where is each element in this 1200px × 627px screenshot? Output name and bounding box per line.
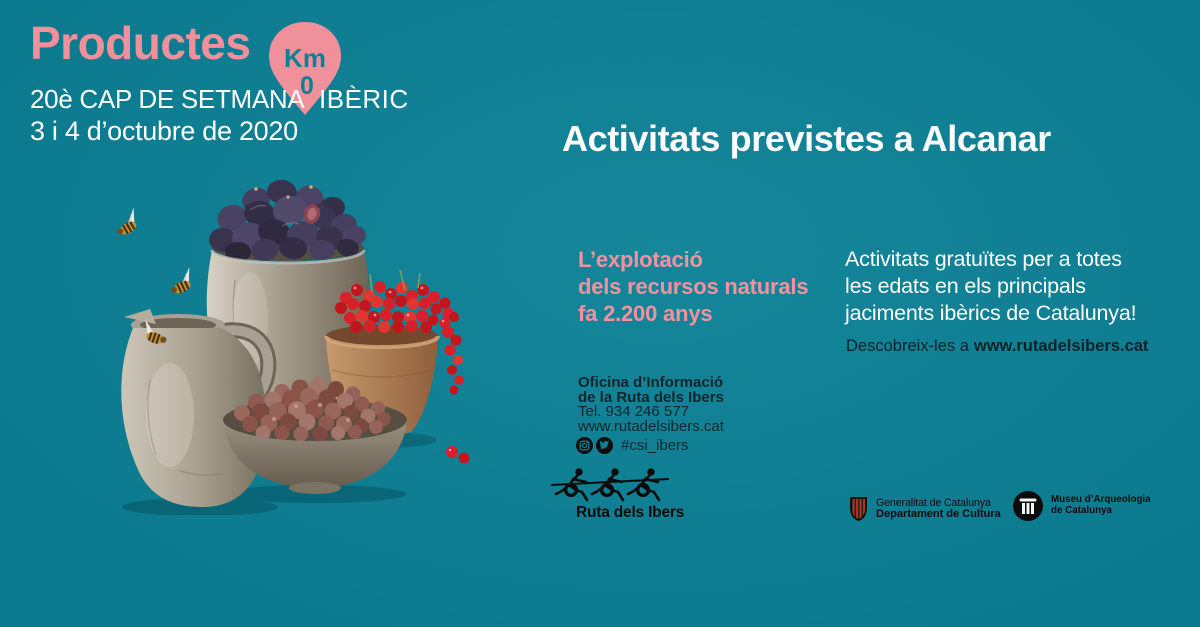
cta-prefix: Descobreix-les a [846, 337, 969, 355]
museu-logo [1012, 490, 1151, 522]
activities-line: les edats en els principals [845, 274, 1086, 298]
ruta-ibers-runners-icon [551, 466, 669, 508]
highlight-text [578, 246, 808, 327]
office-name-line2: de la Ruta dels Ibers [578, 388, 724, 406]
generalitat-line1: Generalitat de Catalunya [876, 496, 991, 509]
figs [208, 178, 368, 264]
loose-currants [446, 446, 470, 464]
museum-column-icon [1012, 490, 1044, 522]
office-website[interactable]: www.rutadelsibers.cat [578, 417, 724, 435]
event-subtitle: 20è CAP DE SETMANA [30, 84, 305, 114]
office-phone: Tel. 934 246 577 [578, 403, 689, 421]
highlight-line: L’explotació [578, 247, 703, 272]
bee-icon [110, 208, 143, 239]
hanging-currants [442, 326, 464, 395]
bee-icon [165, 267, 198, 297]
ruta-ibers-label: Ruta dels Ibers [576, 504, 685, 521]
highlight-line: dels recursos naturals [578, 274, 809, 299]
page-title: Activitats previstes a Alcanar [562, 118, 1051, 159]
activities-line: jaciments ibèrics de Catalunya! [845, 301, 1137, 325]
event-date: 3 i 4 d’octubre de 2020 [30, 116, 298, 146]
highlight-line: fa 2.200 anys [578, 301, 713, 326]
pin-zero-label: 0 [300, 72, 314, 100]
generalitat-logo [848, 496, 1001, 522]
still-life-photo [60, 170, 510, 515]
brand-title: Productes [30, 17, 251, 69]
museu-line2: de Catalunya [1051, 505, 1112, 516]
social-row [576, 436, 689, 454]
cta-url[interactable]: www.rutadelsibers.cat [973, 337, 1149, 355]
pin-km-label: Km [284, 43, 326, 73]
senyera-shield-icon [848, 496, 869, 522]
twitter-icon[interactable] [596, 437, 613, 454]
office-name-line1: Oficina d’Informació [578, 374, 724, 391]
generalitat-text [876, 498, 1001, 521]
activities-text [845, 246, 1136, 327]
generalitat-line2: Departament de Cultura [876, 508, 1001, 520]
cta-line [846, 337, 1148, 356]
hashtag-label[interactable]: #csi_ibers [621, 436, 689, 454]
museu-line1: Museu d’Arqueologia [1051, 494, 1151, 506]
office-info [578, 376, 724, 434]
instagram-icon[interactable] [576, 437, 593, 454]
museu-text [1051, 495, 1151, 517]
event-subtitle-iberic: IBÈRIC [319, 84, 409, 114]
activities-line: Activitats gratuïtes per a totes [845, 247, 1122, 271]
